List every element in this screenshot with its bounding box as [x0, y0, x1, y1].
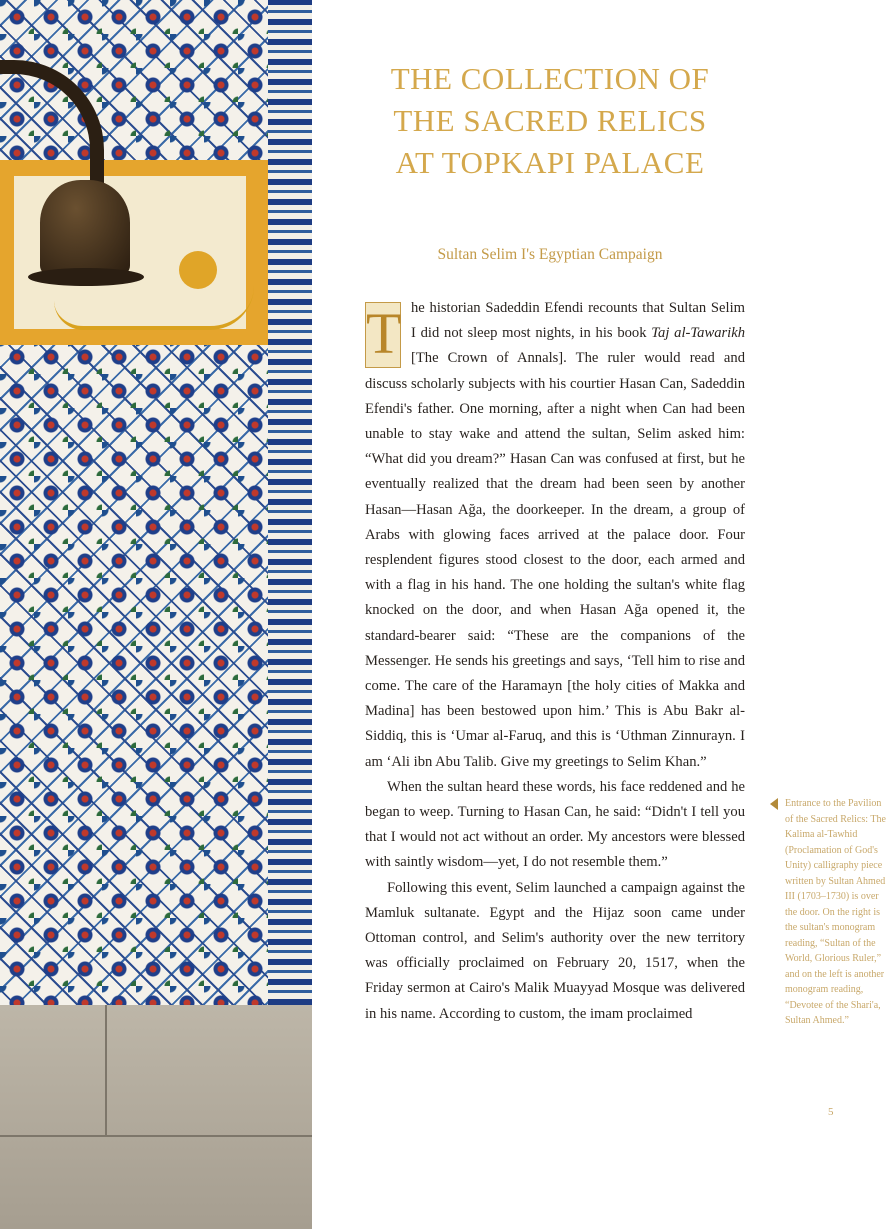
text: [The Crown of Annals]. The ruler would read and discuss scholarly subjects with his courtier Hasan Can, Sadeddin Efendi's father. One morning, after a night when Can had been unable to stay wake and attend the sultan, Selim asked him: “What did you dream?” Hasan Can was confused at first, but he eventually realized that the dream had been seen by another Hasan—Hasan Ağa, the doorkeeper. In the dream, a group of Arabs with glowing faces arrived at the palace door. Four resplendent figures stood closest to the door, each armed and with a flag in his hand. The one holding the sultan's white flag knocked on the door, and when Hasan Ağa opened it, the standard-bearer said: “These are the companions of the Messenger. He sends his greetings and says, ‘Tell him to rise and come. The care of the Haramayn [the holy cities of Makka and Madina] has been bestowed upon him.’ This is Abu Bakr al-Siddiq, this is ‘Umar al-Faruq, and this is ‘Uthman Zinnurayn. I am ‘Ali ibn Abu Talib. Give my greetings to Selim Khan.”	[365, 350, 745, 770]
page-title	[330, 58, 770, 184]
tughra-monogram	[54, 286, 254, 330]
marble-base	[0, 1005, 312, 1229]
paragraph: When the sultan heard these words, his face reddened and he began to weep. Turning to Hasan Can, he said: “Didn't I tell you that I would not act without an order. My ancestors were blessed with saintly wisdom—yet, I do not resemble them.”	[365, 778, 745, 871]
photo-tiled-wall-with-bell	[0, 0, 312, 1229]
title-line: THE SACRED RELICS	[393, 103, 707, 138]
bell-rim	[28, 268, 144, 286]
photo-caption: Entrance to the Pavilion of the Sacred Relics: The Kalima al-Tawhid (Proclamation of God's Unity) calligraphy piece written by Sultan Ahmed III (1703–1730) is over the door. On the right is the sultan's monogram reading, “Sultan of the World, Glorious Ruler,” and on the left is another monogram reading, “Devotee of the Shari'a, Sultan Ahmed.”	[785, 798, 886, 1026]
drop-cap: T	[366, 301, 402, 366]
book-title: Taj al-Tawarikh	[651, 325, 745, 342]
title-line: AT TOPKAPI PALACE	[395, 145, 705, 180]
section-subtitle: Sultan Selim I's Egyptian Campaign	[437, 246, 663, 263]
paragraph: Following this event, Selim launched a campaign against the Mamluk sultanate. Egypt and the Hijaz soon came under Ottoman control, and Selim's authority over the new territory was officially proclaimed on February 20, 1517, when the Friday sermon at Cairo's Malik Muayyad Mosque was delivered in his name. According to custom, the imam proclaimed	[365, 879, 745, 1022]
monogram-medallion	[179, 251, 217, 289]
text: he historian Sadeddin Efendi recounts that Sultan Selim I did not sleep most nights, in his book	[411, 300, 745, 342]
page-number: 5	[828, 1106, 834, 1118]
paragraph	[365, 296, 745, 775]
tile-border	[268, 0, 312, 1005]
title-line: THE COLLECTION OF	[390, 61, 710, 96]
body-text	[365, 296, 745, 1027]
bell-icon	[40, 180, 130, 275]
caret-left-icon	[770, 798, 778, 810]
